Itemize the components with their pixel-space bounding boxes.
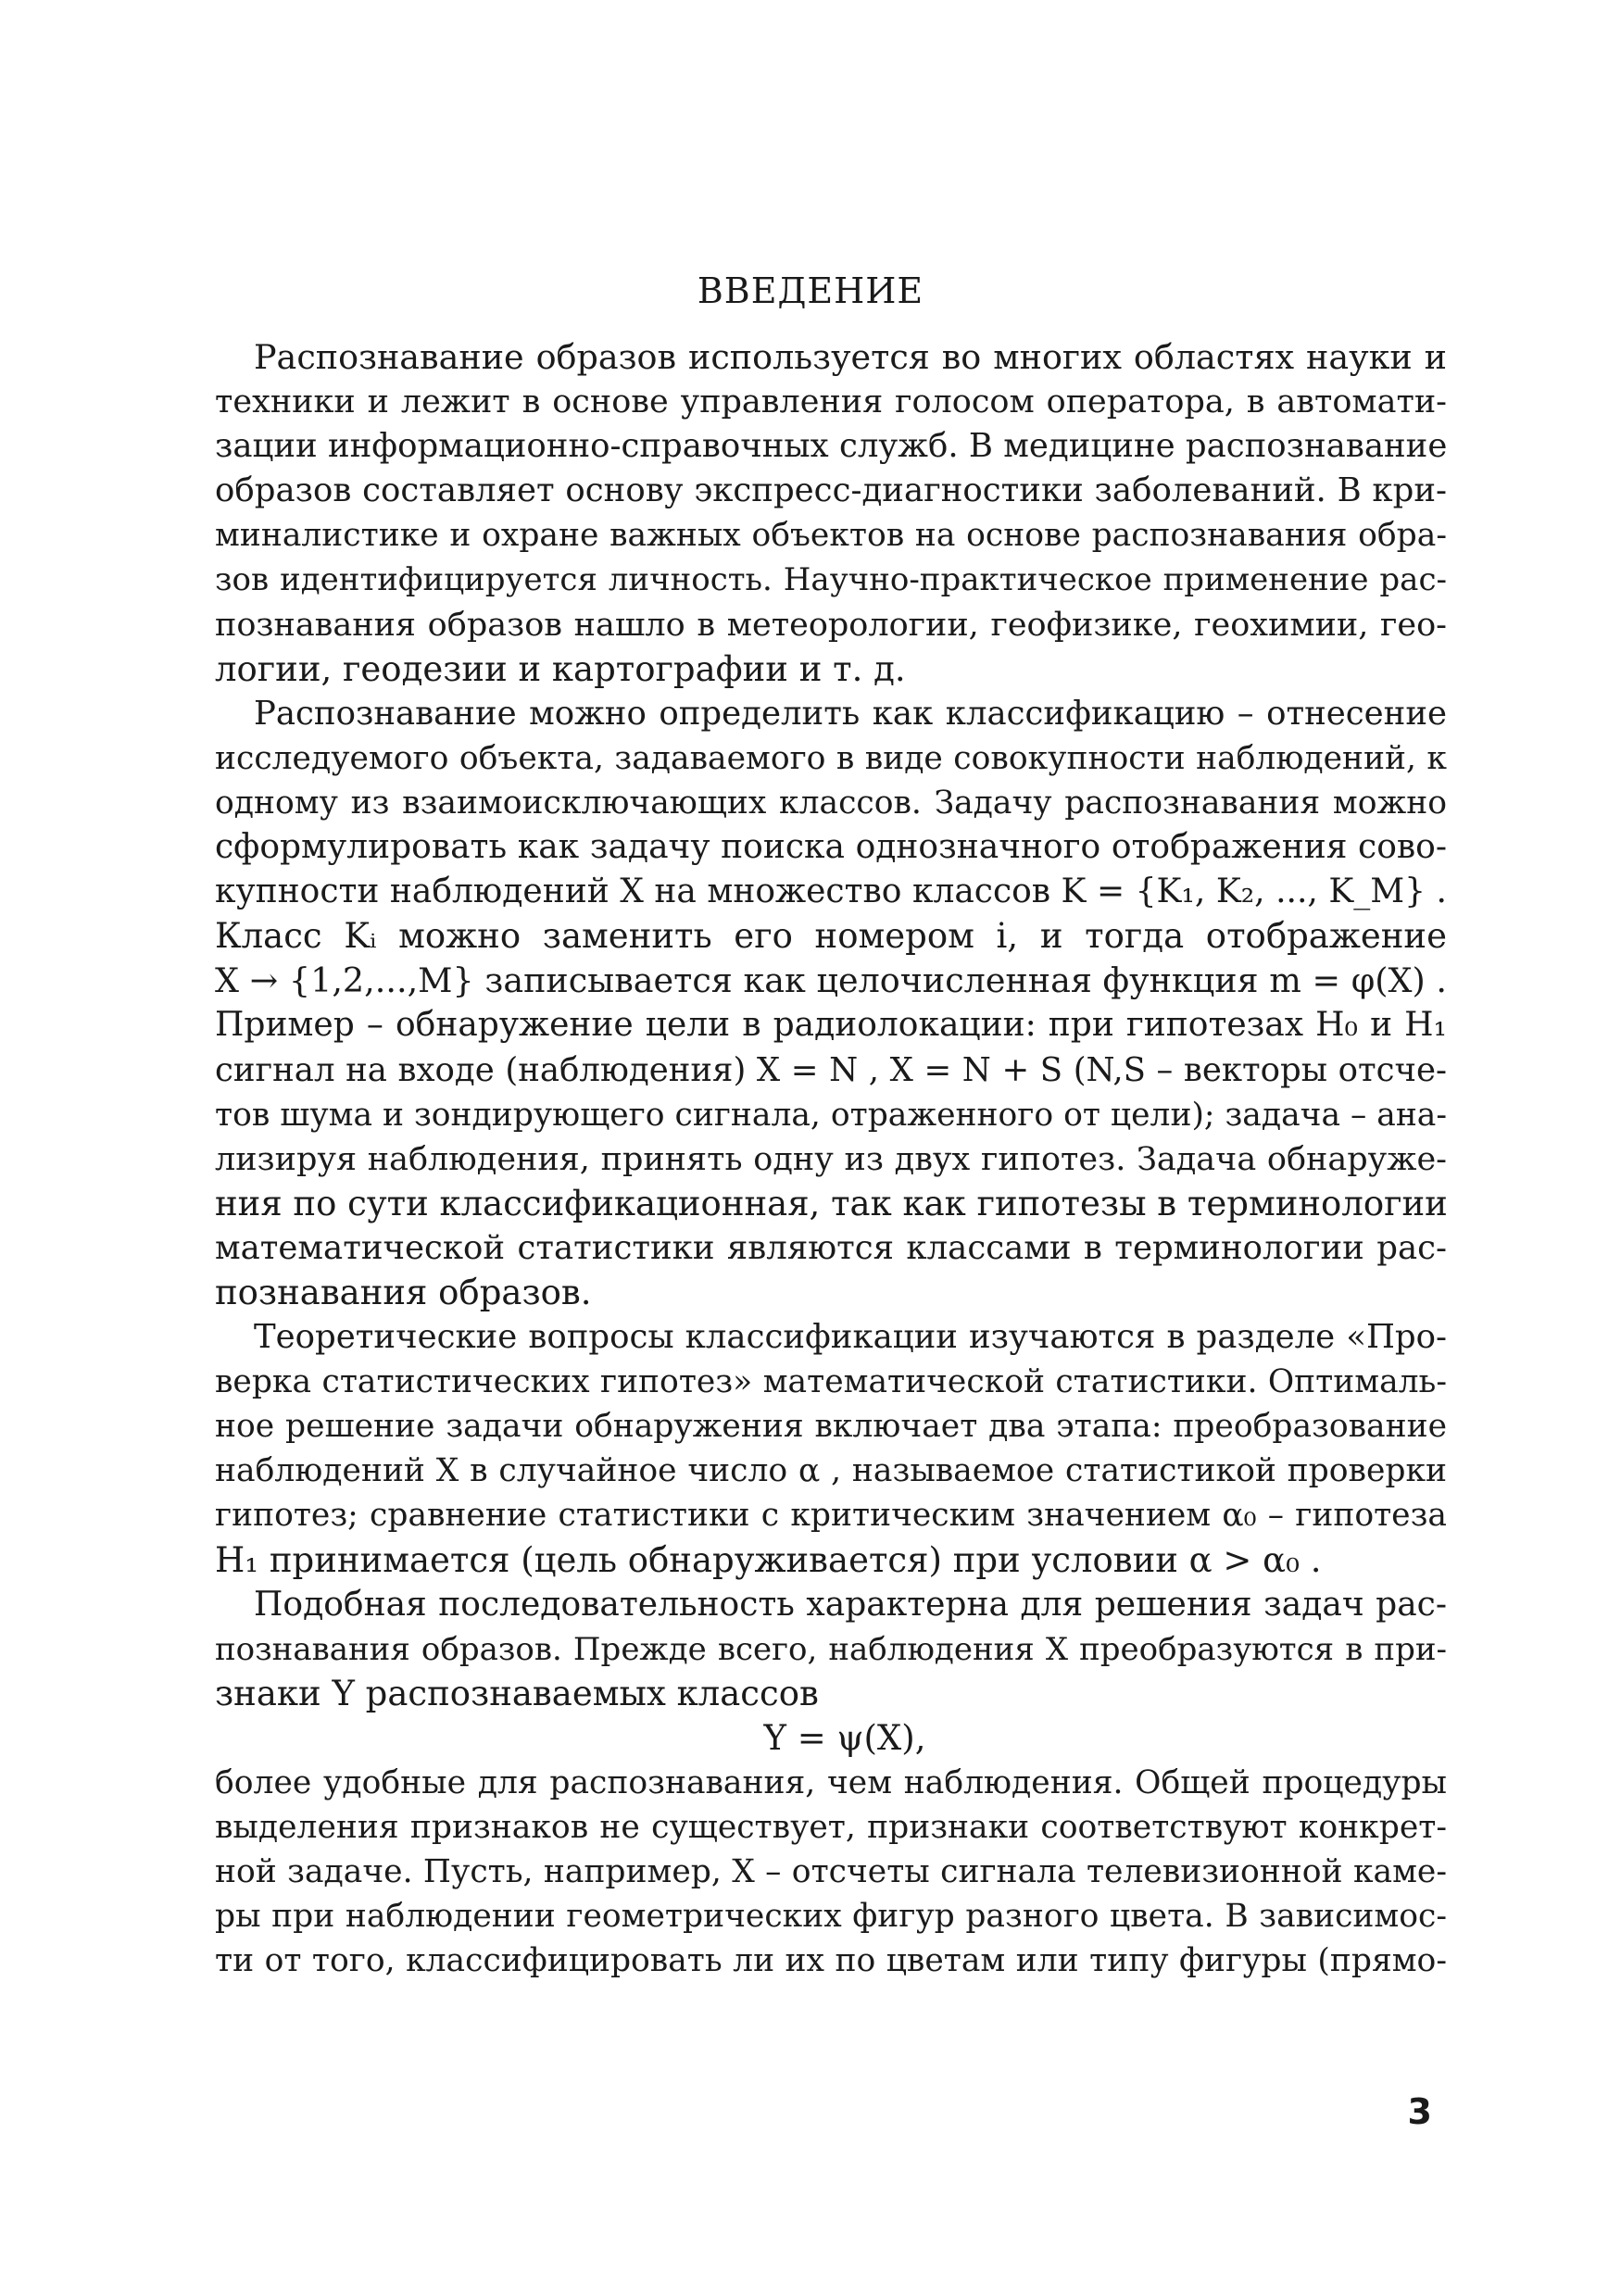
text-line: Распознавание образов используется во многих областях науки и bbox=[254, 337, 1447, 377]
text-line: знаки Y распознаваемых классов bbox=[215, 1673, 819, 1713]
text-line: ры при наблюдении геометрических фигур разного цвета. В зависимос- bbox=[215, 1898, 1447, 1936]
text-line: техники и лежит в основе управления голосом оператора, в автомати- bbox=[215, 383, 1447, 421]
page-title: ВВЕДЕНИЕ bbox=[697, 270, 924, 311]
text-line: образов составляет основу экспресс-диагностики заболеваний. В кри- bbox=[215, 471, 1447, 510]
text-line: исследуемого объекта, задаваемого в виде совокупности наблюдений, к bbox=[215, 739, 1447, 777]
text-line: верка статистических гипотез» математической статистики. Оптималь- bbox=[215, 1363, 1447, 1401]
text-line: лизируя наблюдения, принять одну из двух гипотез. Задача обнаруже- bbox=[215, 1140, 1447, 1178]
text-line: сигнал на входе (наблюдения) X = N , X = N + S (N,S – векторы отсче- bbox=[215, 1050, 1447, 1089]
text-line: познавания образов. Прежде всего, наблюдения X преобразуются в при- bbox=[215, 1630, 1447, 1668]
text-line: миналистике и охране важных объектов на основе распознавания обра- bbox=[215, 517, 1447, 555]
text-line: познавания образов нашло в метеорологии, геофизике, геохимии, гео- bbox=[215, 606, 1447, 644]
text-line: Пример – обнаружение цели в радиолокации: при гипотезах H₀ и H₁ bbox=[215, 1006, 1447, 1045]
text-line: ное решение задачи обнаружения включает два этапа: преобразование bbox=[215, 1408, 1447, 1446]
text-line: Теоретические вопросы классификации изучаются в разделе «Про- bbox=[254, 1318, 1447, 1357]
text-line: Класс Kᵢ можно заменить его номером i, и тогда отображение bbox=[215, 916, 1447, 957]
text-line: Распознавание можно определить как классификацию – отнесение bbox=[254, 694, 1447, 733]
text-line: купности наблюдений X на множество классов K = {K₁, K₂, ..., K_M} . bbox=[215, 872, 1447, 911]
text-line: H₁ принимается (цель обнаруживается) при условии α > α₀ . bbox=[215, 1539, 1322, 1580]
text-line: ния по сути классификационная, так как гипотезы в терминологии bbox=[215, 1183, 1448, 1223]
text-line: более удобные для распознавания, чем наблюдения. Общей процедуры bbox=[215, 1764, 1447, 1801]
text-line: Подобная последовательность характерна для решения задач рас- bbox=[254, 1585, 1447, 1624]
text-line: выделения признаков не существует, признаки соответствуют конкрет- bbox=[215, 1809, 1447, 1847]
text-line: познавания образов. bbox=[215, 1272, 592, 1312]
text-line: логии, геодезии и картографии и т. д. bbox=[215, 648, 906, 689]
text-line: одному из взаимоисключающих классов. Задачу распознавания можно bbox=[215, 784, 1447, 822]
text-line: ти от того, классифицировать ли их по цветам или типу фигуры (прямо- bbox=[215, 1942, 1447, 1980]
text-line: гипотез; сравнение статистики с критическим значением α₀ – гипотеза bbox=[215, 1497, 1447, 1535]
text-line: X → {1,2,...,M} записывается как целочисленная функция m = φ(X) . bbox=[215, 960, 1447, 1001]
text-line: математической статистики являются классами в терминологии рас- bbox=[215, 1228, 1447, 1267]
text-line: тов шума и зондирующего сигнала, отраженного от цели); задача – ана- bbox=[215, 1096, 1448, 1134]
page-number: 3 bbox=[1407, 2091, 1432, 2132]
text-line: сформулировать как задачу поиска однозначного отображения сово- bbox=[215, 828, 1447, 867]
body-text bbox=[215, 335, 1447, 1983]
text-line: наблюдений X в случайное число α , называемое статистикой проверки bbox=[215, 1452, 1447, 1490]
formula-line: Y = ψ(X), bbox=[763, 1717, 926, 1758]
text-line: ной задаче. Пусть, например, X – отсчеты сигнала телевизионной каме- bbox=[215, 1853, 1447, 1891]
text-line: зов идентифицируется личность. Научно-практическое применение рас- bbox=[215, 561, 1447, 599]
text-line: зации информационно-справочных служб. В медицине распознавание bbox=[215, 427, 1448, 466]
